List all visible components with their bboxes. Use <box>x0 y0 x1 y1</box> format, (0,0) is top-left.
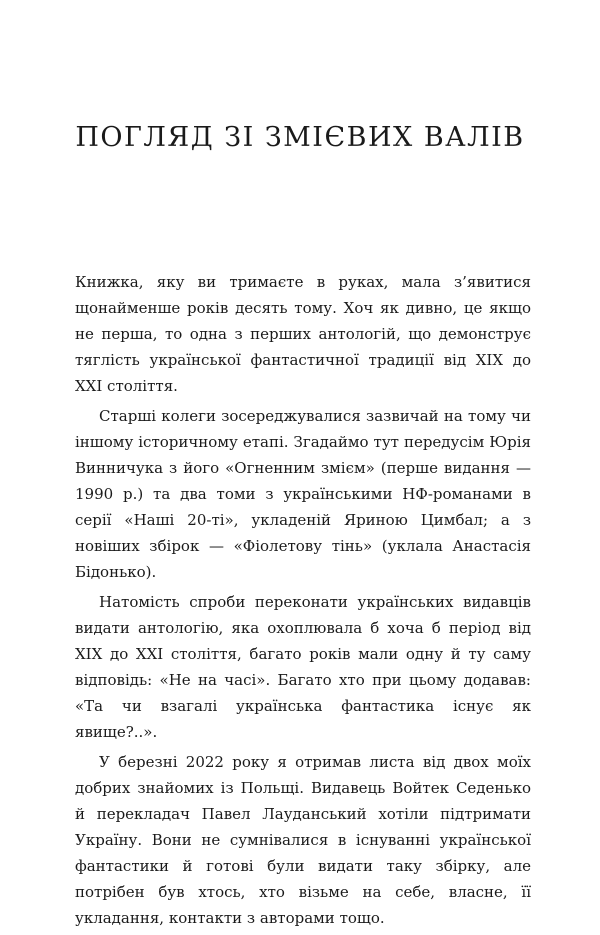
paragraph: Книжка, яку ви тримаєте в руках, мала з’явитися щонайменше років десять тому. Хоч як дивно, це якщо не перша, то одна з перших антологій, що демонструє тяглість української фантастичної традиції від XIX до XXI століття. <box>75 273 531 395</box>
paragraph: У березні 2022 року я отримав листа від двох моїх добрих знайомих із Польщі. Видавець Войтек Седенько й перекладач Павел Лауданський хотіли підтримати Україну. Вони не сумнівалися в існуванні української фантастики й готові були видати таку збірку, але потрібен був хтось, хто візьме на себе, власне, її укладання, контакти з авторами тощо. <box>75 753 531 927</box>
paragraph: Старші колеги зосереджувалися зазвичай на тому чи іншому історичному етапі. Згадаймо тут передусім Юрія Винничука з його «Огненним змієм» (перше видання — 1990 р.) та два томи з українськими НФ-романами в серії «Наші 20-ті», укладеній Яриною Цимбал; а з новіших збірок — «Фіолетову тінь» (уклала Анастасія Бідонько). <box>75 407 531 581</box>
paragraph: Натомість спроби переконати українських видавців видати антологію, яка охоплювала б хоча б період від XIX до XXI століття, багато років мали одну й ту саму відповідь: «Не на часі». Багато хто при цьому додавав: «Та чи взагалі українська фантастика існує як явище?..». <box>75 593 531 741</box>
chapter-title: ПОГЛЯД ЗІ ЗМІЄВИХ ВАЛІВ <box>75 122 525 153</box>
body-text <box>75 269 531 935</box>
